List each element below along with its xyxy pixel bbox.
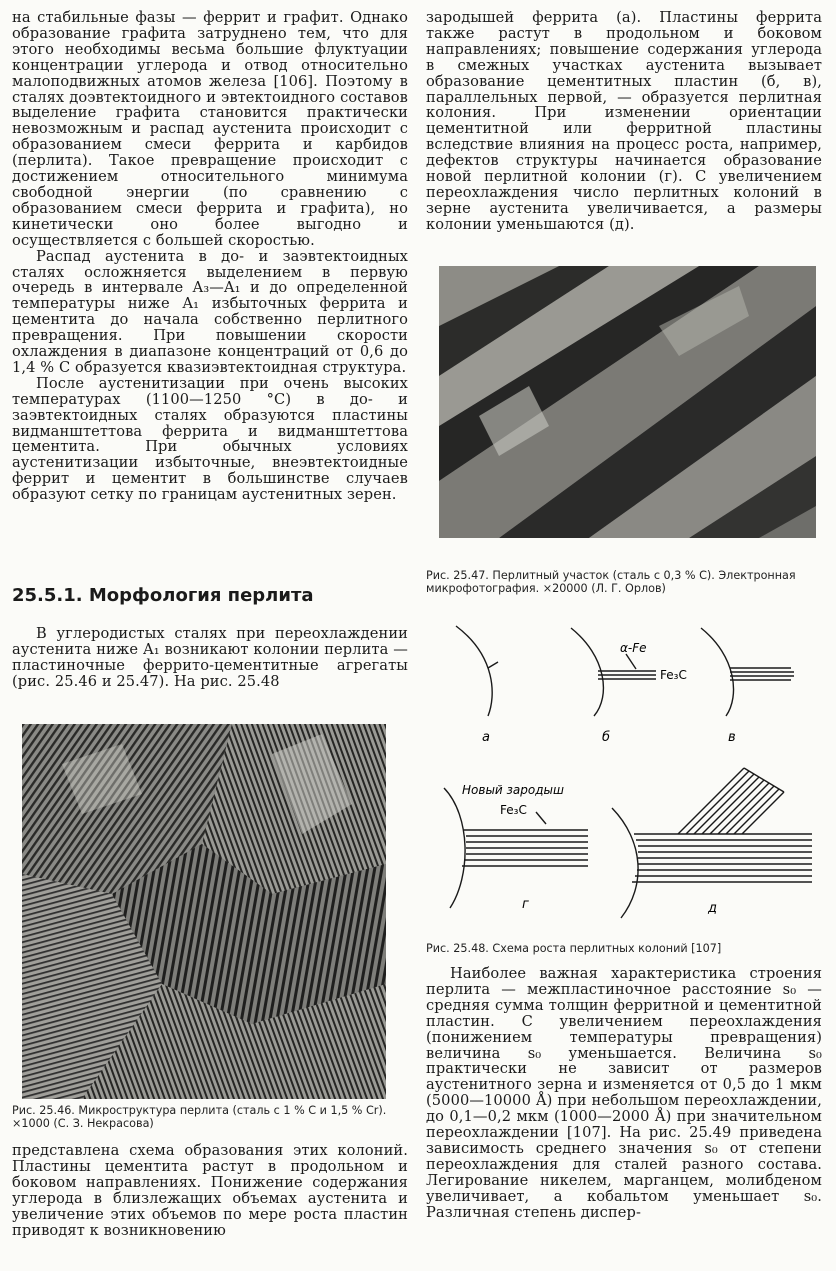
left-column-middle (12, 626, 408, 690)
pearlite-growth-scheme (426, 616, 822, 938)
fig-47-caption: Рис. 25.47. Перлитный участок (сталь с 0,3 % С). Электронная микрофотография. ×20000 (Л. Г. Орлов) (426, 569, 796, 595)
grain-boundary-v (701, 628, 734, 716)
paragraph-scheme-intro: представлена схема образования этих колоний. Пластины цементита растут в продольном и боковом направлениях. Понижение содержания углерода в близлежащих объемах аустенита и увеличение этих объемов по мере роста пластин приводят к возникновению (12, 1142, 408, 1239)
label-v: в (728, 730, 736, 745)
paragraph-graphite: на стабильные фазы — феррит и графит. Однако образование графита затруднено тем, что для этого необходимы весьма большие флуктуации концентрации углерода и отвод относительно малоподвижных атомов железа [106]. Поэтому в сталях доэвтектоидного и эвтектоидного составов выделение графита становится практически невозможным и распад аустенита происходит с образованием смеси феррита и карбидов (перлита). Такое превращение происходит с достижением относительного минимума свободной энергии (по сравнению с образованием смеси феррита и графита), но кинетически оно более выгодно и осуществляется с большей скоростью. (12, 9, 408, 249)
fig-46-caption: Рис. 25.46. Микроструктура перлита (сталь с 1 % С и 1,5 % Cr). ×1000 (С. З. Некрасова) (12, 1104, 387, 1130)
label-a: а (482, 730, 490, 745)
pearlite-electron-micrograph (439, 266, 816, 538)
pearlite-microstructure-photo (22, 724, 386, 1099)
label-new-nucleus: Новый зародыш (462, 783, 564, 797)
label-d: д (708, 901, 717, 916)
alpha-fe-pointer (626, 654, 636, 669)
label-fe3c-g: Fe₃C (500, 803, 527, 817)
paragraph-austenitization: После аустенитизации при очень высоких температурах (1100—1250 °С) в до- и заэвтектоидных сталях образуются пластины видманштеттова феррита и видманштеттова цементита. При обычных условиях аустенитизации избыточные, внеэвтектоидные феррит и цементит в большинстве случаев образуют сетку по границам аустенитных зерен. (12, 374, 408, 504)
label-fe3c: Fe₃C (660, 668, 687, 682)
left-column-top (12, 10, 408, 503)
fe3c-pointer-g (536, 812, 546, 824)
grain-boundary-b (571, 628, 603, 716)
label-b: б (602, 730, 611, 745)
label-alpha-fe: α-Fe (620, 641, 647, 655)
right-column-top (426, 10, 822, 233)
left-column-bottom (12, 1143, 408, 1238)
fig-48-caption: Рис. 25.48. Схема роста перлитных колоний [107] (426, 942, 722, 955)
paragraph-interlamellar-spacing: Наиболее важная характеристика строения перлита — межпластиночное расстояние s₀ — средняя сумма толщин ферритной и цементитной пластин. С увеличением переохлаждения (понижением температуры превращения) величина s₀ уменьшается. Величина s₀ практически не зависит от размеров аустенитного зерна и изменяется от 0,5 до 1 мкм (5000—10000 Å) при небольшом переохлаждении, до 0,1—0,2 мкм (1000—2000 Å) при значительном переохлаждении [107]. На рис. 25.49 приведена зависимость среднего значения s₀ от степени переохлаждения для сталей разного состава. Легирование никелем, марганцем, молибденом увеличивает, а кобальтом уменьшает s₀. Различная степень диспер- (426, 965, 822, 1221)
ferrite-nucleus-a (488, 662, 498, 668)
label-g: г (522, 897, 529, 912)
paragraph-ferrite-nuclei: зародышей феррита (а). Пластины феррита также растут в продольном и боковом направлениях; повышение содержания углерода в смежных участках аустенита вызывает образование цементитных пластин (б, в), параллельных первой, — образуется перлитная колония. При изменении ориентации цементитной или ферритной пластины вследствие влияния на процесс роста, например, дефектов структуры начинается образование новой перлитной колонии (г). С увеличением переохлаждения число перлитных колоний в зерне аустенита увеличивается, а размеры колонии уменьшаются (д). (426, 9, 822, 233)
paragraph-colonies-intro: В углеродистых сталях при переохлаждении аустенита ниже A₁ возникают колонии перлита — пластиночные феррито-цементитные агрегаты (рис. 25.46 и 25.47). На рис. 25.48 (12, 625, 408, 690)
grain-boundary-a (456, 626, 492, 716)
paragraph-decomposition: Распад аустенита в до- и заэвтектоидных сталях осложняется выделением в первую очередь в интервале A₃—A₁ и до определенной температуры ниже A₁ избыточных феррита и цементита до начала собственно перлитного превращения. При повышении скорости охлаждения в диапазоне концентраций от 0,6 до 1,4 % С образуется квазиэвтектоидная структура. (12, 247, 408, 376)
grain-boundary-g (444, 788, 465, 908)
right-column-bottom (426, 966, 822, 1221)
section-heading: 25.5.1. Морфология перлита (12, 585, 314, 606)
grain-boundary-d (612, 808, 638, 918)
